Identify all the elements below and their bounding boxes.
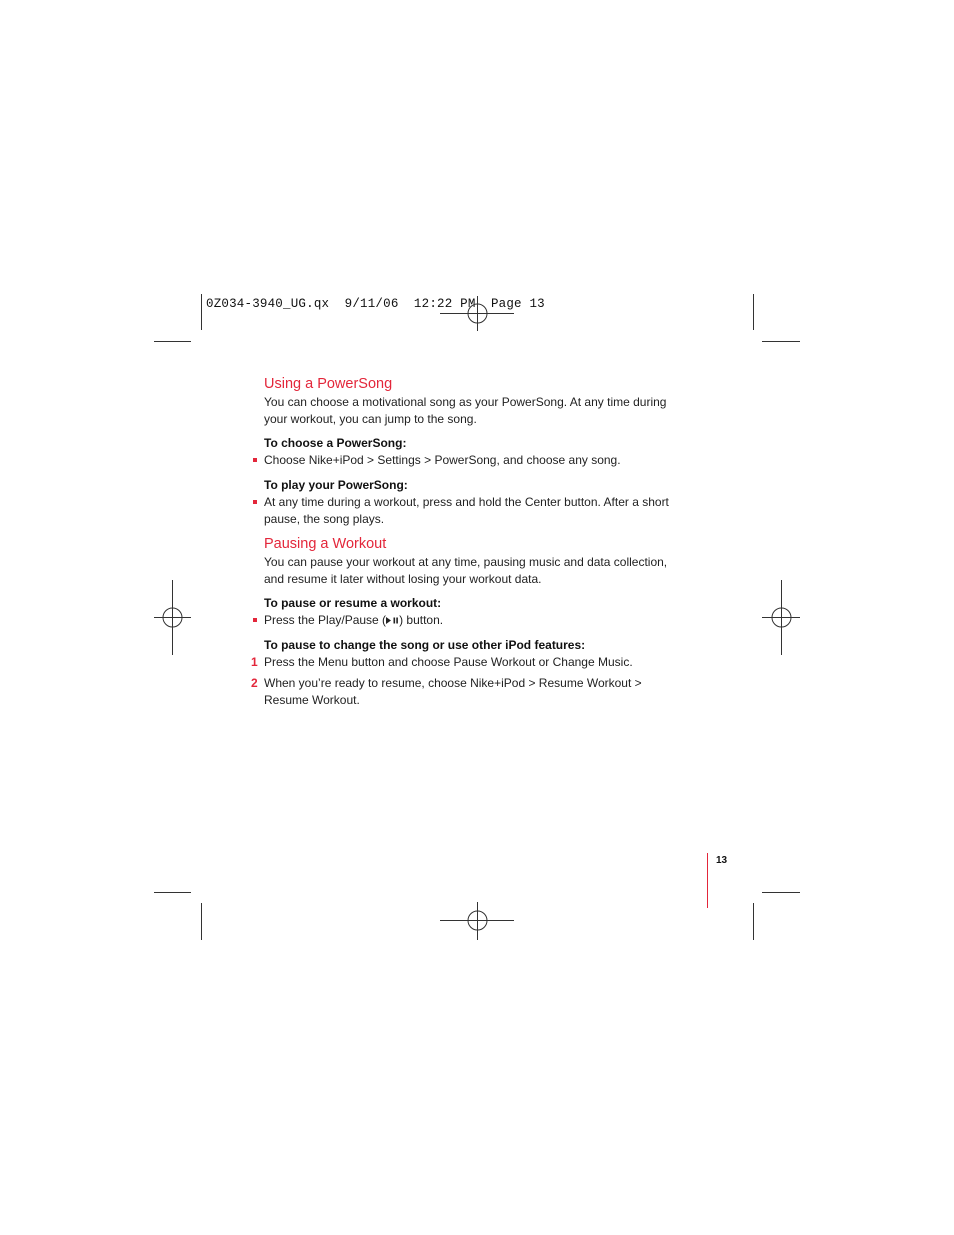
task-title-choose-powersong: To choose a PowerSong: <box>264 436 407 450</box>
task-title-pause-resume: To pause or resume a workout: <box>264 596 442 610</box>
bullet-icon <box>253 500 257 504</box>
list-item-text-after: ) button. <box>399 613 444 627</box>
step-number: 2 <box>251 676 258 690</box>
list-item-text: At any time during a workout, press and hold the Center button. After a short pause, the song plays. <box>264 495 669 526</box>
list-item-text: Choose Nike+iPod > Settings > PowerSong, and choose any song. <box>264 453 621 467</box>
pausing-intro: You can pause your workout at any time, pausing music and data collection, and resume it later without losing your workout data. <box>264 555 668 586</box>
list-item <box>264 494 696 528</box>
registration-mark-left <box>154 580 191 655</box>
list-item <box>264 452 704 469</box>
step-text: Press the Menu button and choose Pause Workout or Change Music. <box>264 655 633 669</box>
registration-mark-bottom <box>440 902 514 940</box>
step-number: 1 <box>251 655 258 669</box>
numbered-step <box>251 675 684 709</box>
step-text: When you’re ready to resume, choose Nike+iPod > Resume Workout > Resume Workout. <box>264 676 642 707</box>
section-heading-pausing: Pausing a Workout <box>264 536 387 552</box>
bullet-icon <box>253 618 257 622</box>
numbered-step <box>251 654 704 671</box>
registration-mark-right <box>762 580 800 655</box>
list-item <box>264 612 704 630</box>
registration-mark-top <box>440 296 514 331</box>
task-title-change-song: To pause to change the song or use other iPod features: <box>264 638 586 652</box>
slug-line: 0Z034-3940_UG.qx 9/11/06 12:22 PM Page 13 <box>206 297 545 311</box>
section-heading-powersong: Using a PowerSong <box>264 376 393 392</box>
powersong-intro: You can choose a motivational song as your PowerSong. At any time during your workout, you can jump to the song. <box>264 395 667 426</box>
bullet-icon <box>253 458 257 462</box>
play-pause-icon <box>386 613 399 630</box>
list-item-text-before: Press the Play/Pause ( <box>264 613 387 627</box>
page-content <box>251 374 704 709</box>
page-number: 13 <box>716 855 728 866</box>
task-title-play-powersong: To play your PowerSong: <box>264 478 408 492</box>
